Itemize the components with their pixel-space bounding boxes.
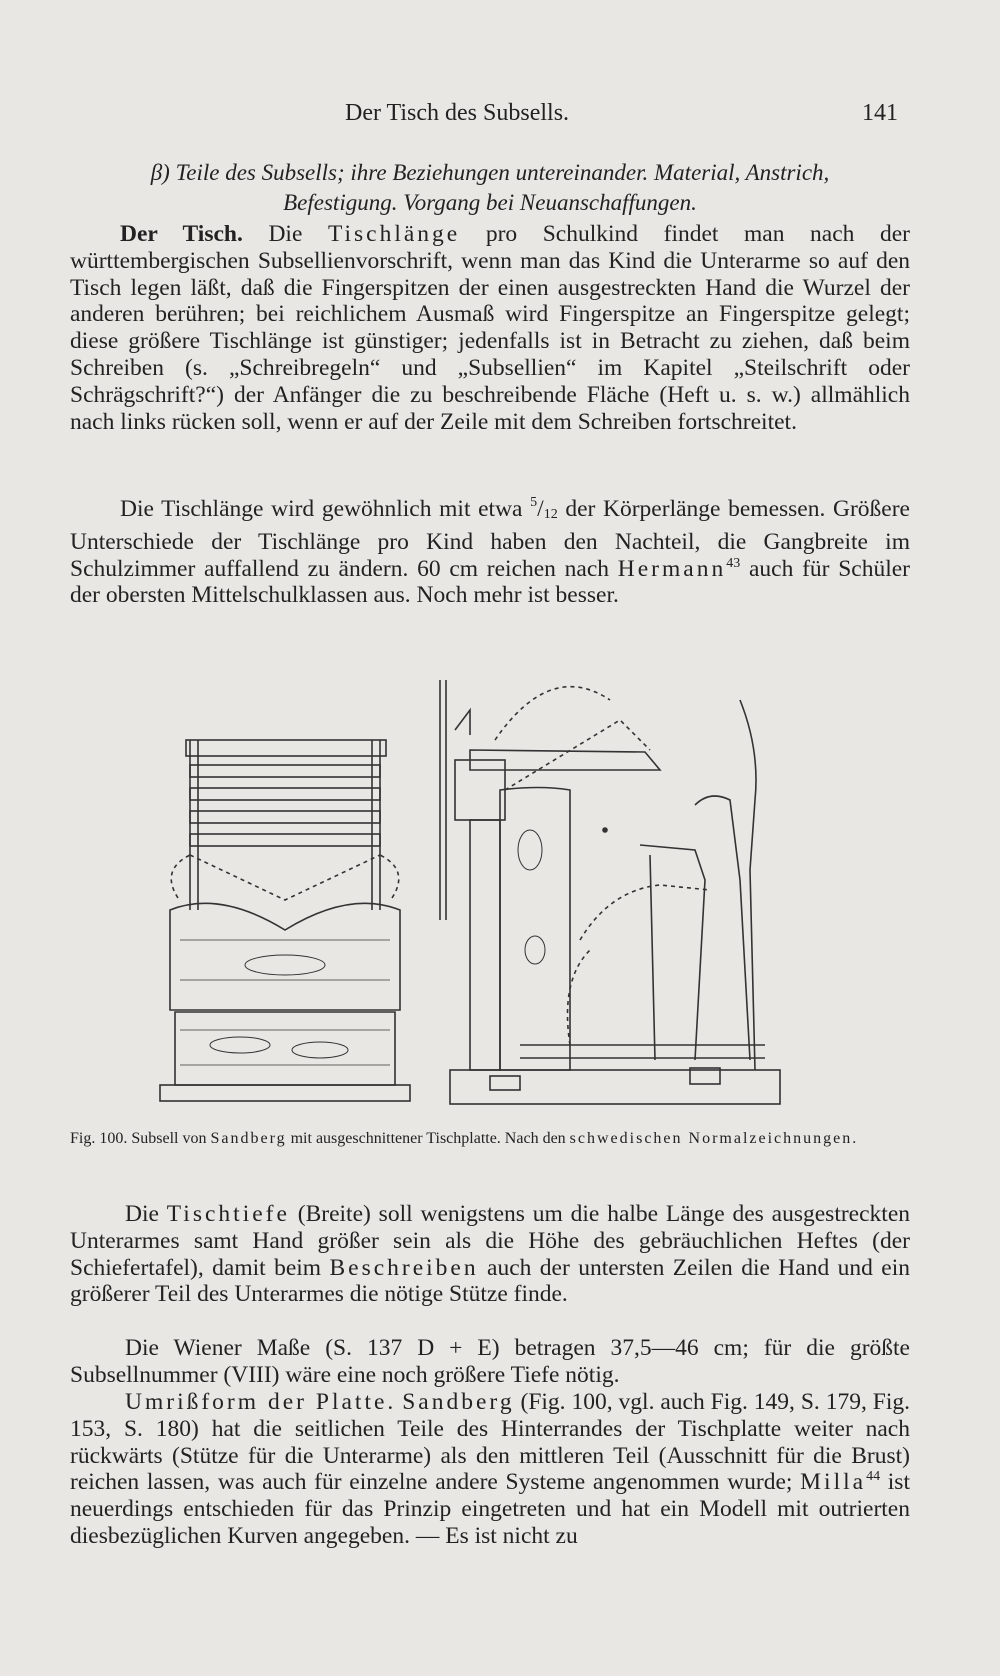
text-run: ist neuerdings entschieden für das Prinzip eingetreten und hat ein Modell mit outrierten diesbezüglichen Kurven angegeben. — Es ist nicht zu [70, 1469, 910, 1549]
paragraph-tischtiefe [70, 1201, 910, 1308]
paragraph-koerperlaenge [70, 490, 910, 609]
footnote-ref: 44 [866, 1469, 881, 1485]
caption-text: . [852, 1130, 857, 1147]
spaced-term: Tischtiefe [166, 1201, 290, 1227]
paragraph-lead: Der Tisch. [120, 221, 243, 247]
text-run: Die [242, 221, 328, 247]
paragraph-wiener-masse [70, 1335, 910, 1389]
text-run: (Breite) soll wenigstens um die halbe Länge des ausgestreckten Unterarmes samt Hand größer sein als die Höhe des gebräuchlichen Heftes (der Schiefertafel), damit beim [70, 1201, 910, 1281]
paragraph-tischlaenge [70, 221, 910, 435]
figure-caption [70, 1128, 910, 1149]
front-view-drawing [160, 740, 410, 1101]
text-run: auch für Schüler der obersten Mittelschulklassen aus. Noch mehr ist besser. [70, 555, 910, 609]
page-header [0, 100, 1000, 130]
section-title-line-1: β) Teile des Subsells; ihre Beziehungen untereinander. Material, Anstrich, [150, 160, 830, 185]
figure-100 [150, 640, 830, 1110]
text-run: auch der untersten Zeilen die Hand und ein größerer Teil des Unterarmes die nötige Stütze finde. [70, 1254, 910, 1308]
author-name: Hermann [617, 555, 727, 582]
running-title: Der Tisch des Subsells. [345, 100, 570, 126]
footnote-ref: 43 [726, 555, 741, 571]
caption-source: schwedischen Normalzeichnungen [569, 1130, 853, 1147]
spaced-term: Tischlänge [327, 221, 461, 247]
text-run: der Körperlänge bemessen. Größere Unterschiede der Tischlänge pro Kind haben den Nachteil, die Gangbreite im Schulzimmer auffallend zu ändern. 60 cm reichen nach [70, 496, 910, 582]
fraction: $^5$/12 [530, 495, 558, 522]
page-number: 141 [862, 100, 898, 126]
author-name: Sandberg [402, 1389, 515, 1415]
text-run: Die Wiener Maße (S. 137 D + E) betragen 37,5—46 cm; für die größte Subsellnummer (VIII) wäre eine noch größere Tiefe nötig. [70, 1335, 910, 1388]
fraction-numerator: 5 [530, 495, 538, 510]
section-title [70, 158, 910, 218]
paragraph-umrissform [70, 1389, 910, 1550]
caption-text: mit ausgeschnittener Tischplatte. Nach den [286, 1130, 570, 1147]
text-run: Die Tischlänge wird gewöhnlich mit etwa [120, 496, 531, 522]
author-name: Milla [800, 1469, 867, 1496]
spaced-term: Umrißform der Platte. [125, 1389, 397, 1415]
spaced-term: Beschreiben [329, 1254, 479, 1281]
fraction-denominator: 12 [543, 507, 558, 522]
text-run: (Fig. 100, vgl. auch Fig. 149, S. 179, Fig. 153, S. 180) hat die seitlichen Teile des Hinterrandes der Tischplatte weiter nach rückwärts (Stütze für die Unterarme) als den mittleren Teil (Ausschnitt für die Brust) reichen lassen, was auch für einzelne andere Systeme angenommen wurde; [70, 1389, 911, 1496]
caption-text: Fig. 100. Subsell von [70, 1130, 211, 1147]
text-run: Die [125, 1201, 167, 1227]
caption-author: Sandberg [210, 1130, 287, 1147]
side-view-drawing [440, 680, 780, 1104]
text-run: pro Schulkind findet man nach der württembergischen Subsellienvorschrift, wenn man das Kind die Unterarme so auf den Tisch legen läßt, daß die Fingerspitzen der einen ausgestreckten Hand die Wurzel der anderen berühren; bei reichlichem Ausmaß wird Fingerspitze an Fingerspitze gelegt; diese größere Tischlänge ist günstiger; jedenfalls ist in Betracht zu ziehen, daß beim Schreiben (s. „Schreibregeln“ und „Subsellien“ im Kapitel „Steilschrift oder Schrägschrift?“) der Anfänger die zu beschreibende Fläche (Heft u. s. w.) allmählich nach links rücken soll, wenn er auf der Zeile mit dem Schreiben fortschreitet. [70, 221, 910, 435]
section-title-line-2: Befestigung. Vorgang bei Neuanschaffungen. [283, 190, 697, 215]
desk-drawing [150, 640, 830, 1110]
